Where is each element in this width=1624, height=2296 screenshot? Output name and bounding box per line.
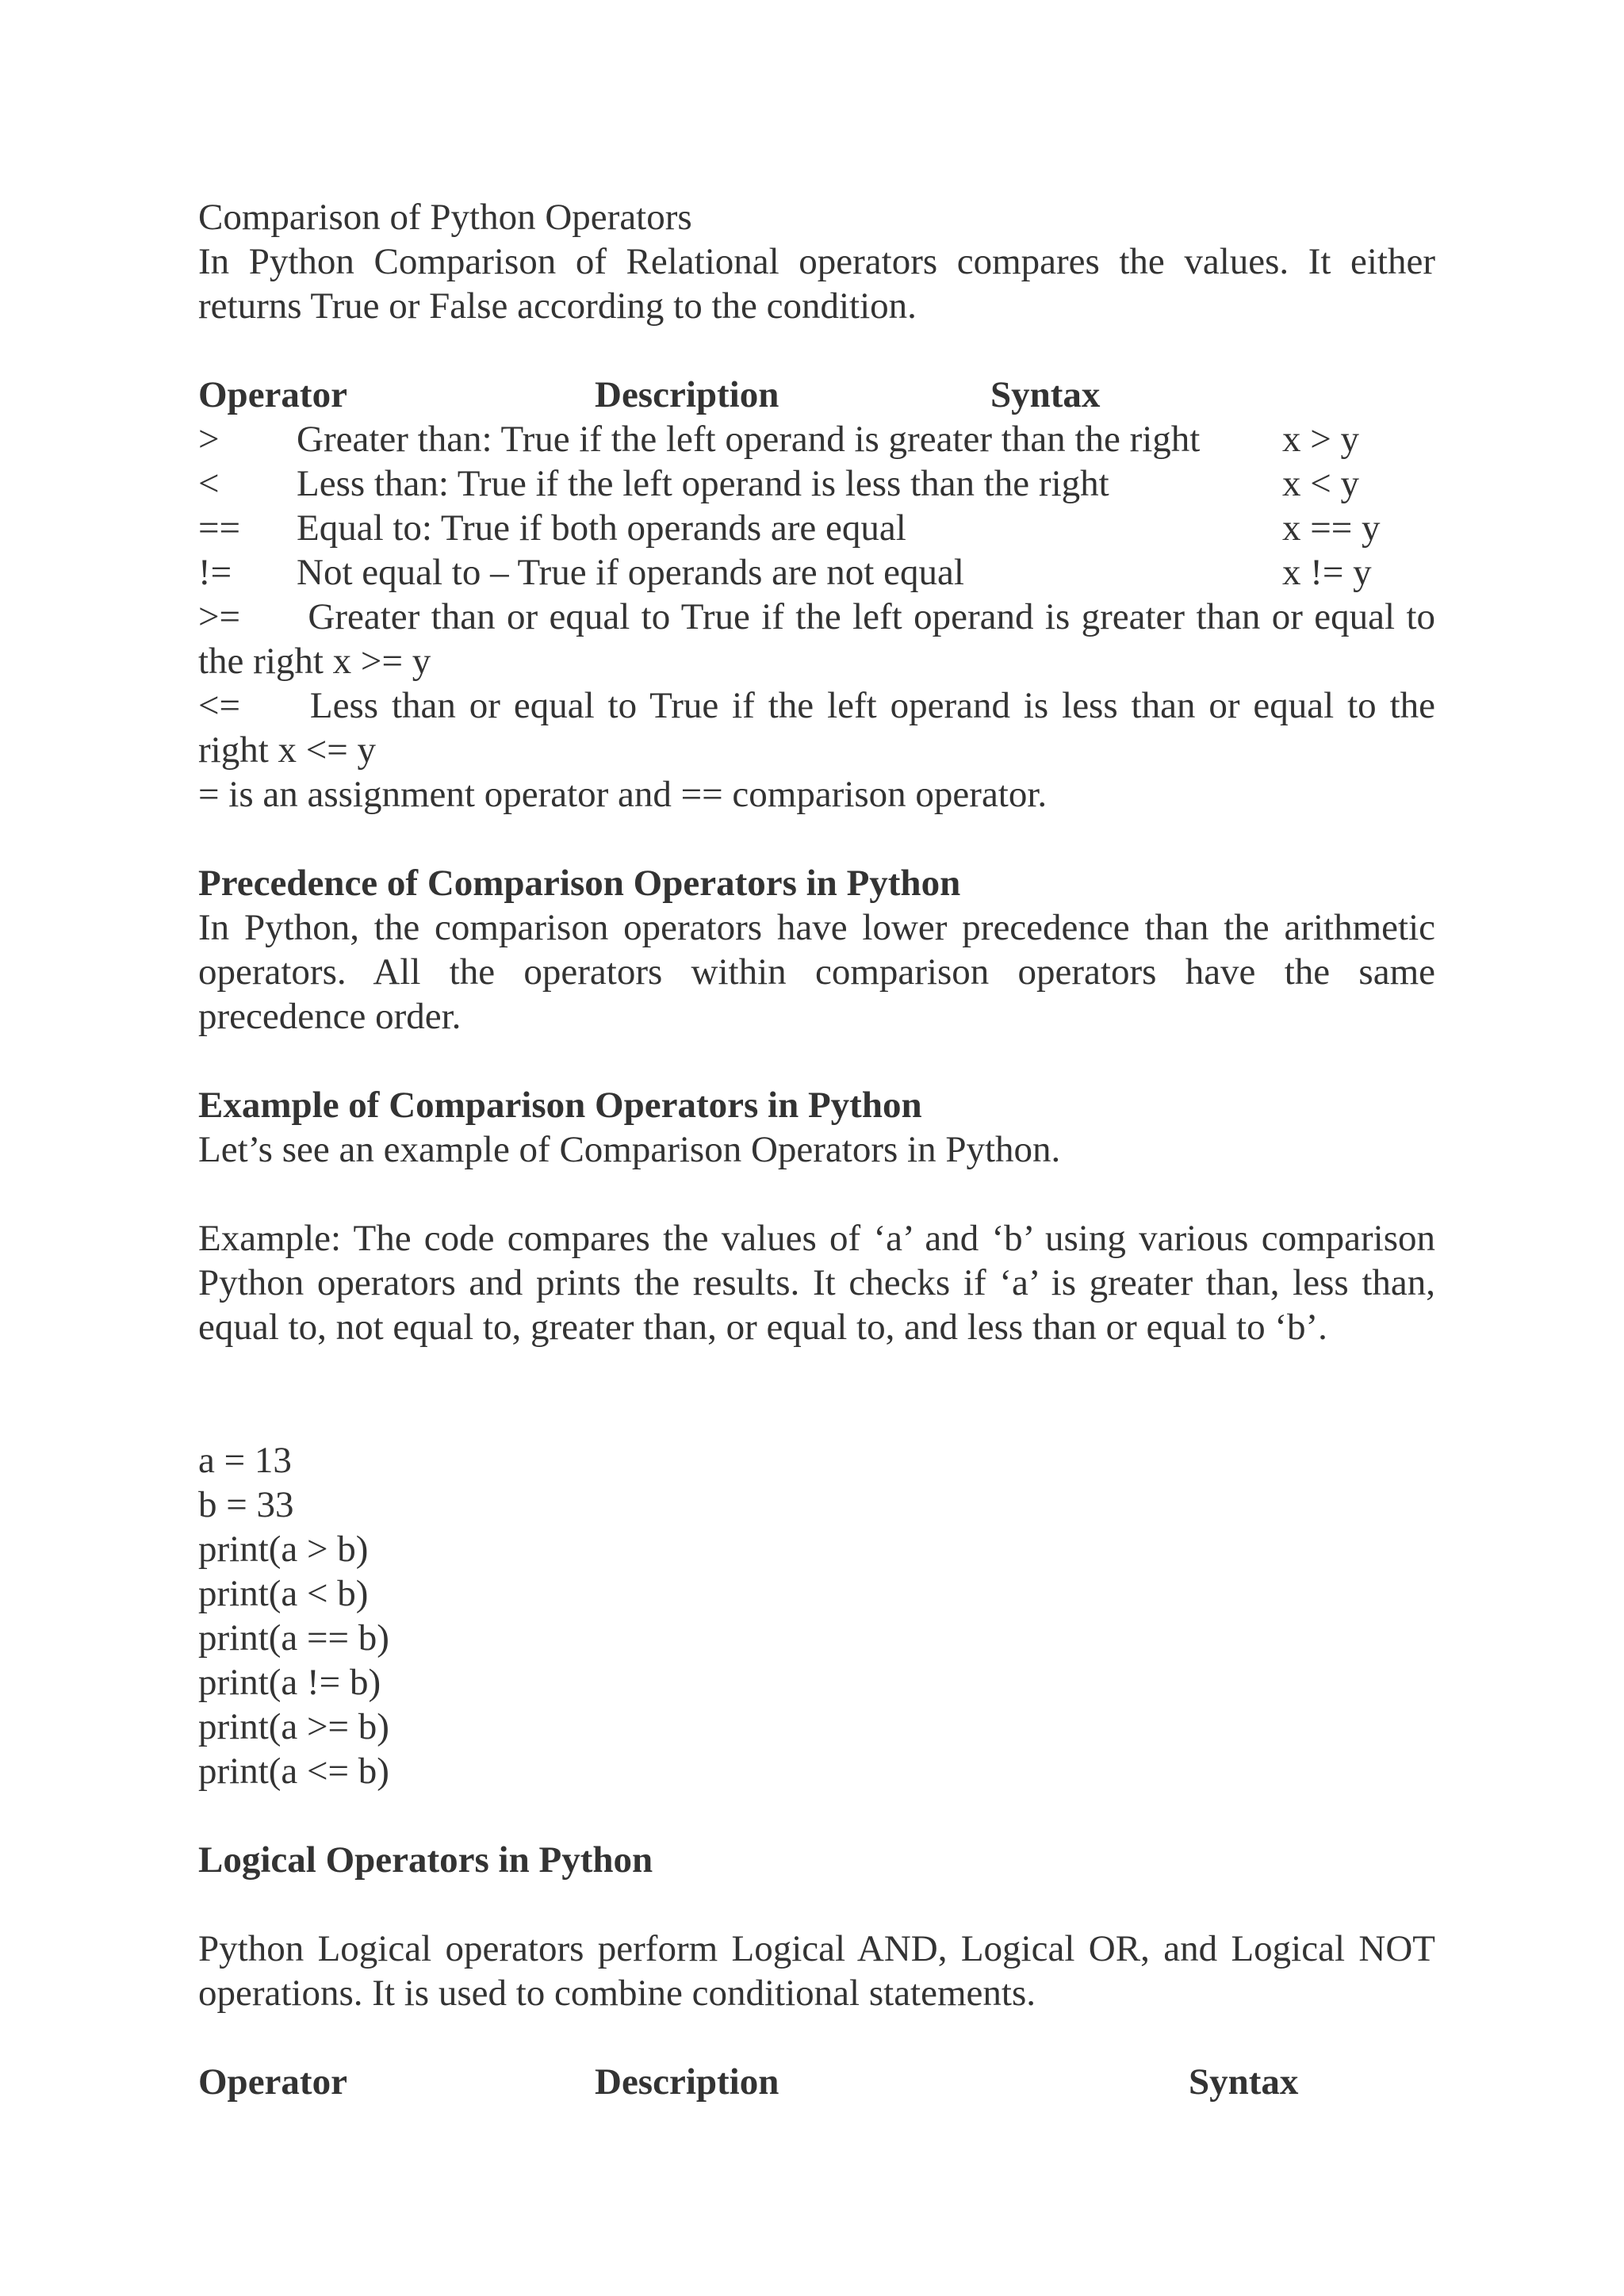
header-operator: Operator xyxy=(198,374,347,415)
operator-cell: >= xyxy=(198,596,241,637)
code-line: print(a < b) xyxy=(198,1573,369,1614)
table-row-continuation: right x <= y xyxy=(198,729,377,771)
operator-cell: < xyxy=(198,463,220,504)
syntax-cell: x < y xyxy=(1282,463,1360,504)
code-block xyxy=(198,1438,1435,1793)
header-description: Description xyxy=(595,374,779,415)
description-cell: Less than or equal to True if the left operand is less than or equal to the xyxy=(309,685,1435,726)
logical-heading: Logical Operators in Python xyxy=(198,1839,653,1881)
header-syntax: Syntax xyxy=(1189,2061,1299,2103)
operator-cell: > xyxy=(198,419,220,460)
example-description-line: equal to, not equal to, greater than, or equal to, and less than or equal to ‘b’. xyxy=(198,1307,1327,1348)
description-cell: Greater than: True if the left operand is greater than the right xyxy=(297,419,1201,460)
intro-text-line: returns True or False according to the condition. xyxy=(198,285,917,327)
code-line: a = 13 xyxy=(198,1440,292,1481)
example-text-line: Let’s see an example of Comparison Operators in Python. xyxy=(198,1129,1061,1170)
syntax-cell: x != y xyxy=(1282,552,1372,593)
document-page xyxy=(198,195,1435,2104)
syntax-cell: x > y xyxy=(1282,419,1360,460)
table-row xyxy=(198,550,1435,595)
description-cell: Less than: True if the left operand is less than the right xyxy=(297,463,1109,504)
logical-text-line: Python Logical operators perform Logical AND, Logical OR, and Logical NOT xyxy=(198,1928,1435,1969)
intro-text-line: In Python Comparison of Relational operators compares the values. It either xyxy=(198,241,1435,282)
code-line: print(a > b) xyxy=(198,1529,369,1570)
example-heading: Example of Comparison Operators in Python xyxy=(198,1085,922,1126)
logical-text-line: operations. It is used to combine conditional statements. xyxy=(198,1973,1036,2014)
table-row xyxy=(198,461,1435,506)
header-syntax: Syntax xyxy=(990,374,1101,415)
header-operator: Operator xyxy=(198,2061,347,2103)
syntax-cell: x == y xyxy=(1282,507,1381,549)
code-line: print(a != b) xyxy=(198,1662,381,1703)
precedence-text-line: precedence order. xyxy=(198,996,462,1037)
example-description-line: Example: The code compares the values of ‘a’ and ‘b’ using various comparison xyxy=(198,1218,1435,1259)
operator-cell: != xyxy=(198,552,232,593)
table-row-continuation: the right x >= y xyxy=(198,641,431,682)
precedence-text-line: In Python, the comparison operators have lower precedence than the arithmetic xyxy=(198,907,1435,948)
description-cell: Equal to: True if both operands are equal xyxy=(297,507,906,549)
code-line: print(a <= b) xyxy=(198,1751,389,1792)
operator-cell: <= xyxy=(198,685,241,726)
assignment-note: = is an assignment operator and == comparison operator. xyxy=(198,774,1048,815)
table-header xyxy=(198,373,1435,417)
code-line: print(a >= b) xyxy=(198,1706,389,1747)
table-row-wrapped xyxy=(198,595,1435,639)
header-description: Description xyxy=(595,2061,779,2103)
operator-cell: == xyxy=(198,507,241,549)
table-row xyxy=(198,506,1435,550)
table-row xyxy=(198,417,1435,461)
code-line: print(a == b) xyxy=(198,1617,389,1659)
description-cell: Not equal to – True if operands are not equal xyxy=(297,552,964,593)
example-description-line: Python operators and prints the results. It checks if ‘a’ is greater than, less than, xyxy=(198,1262,1435,1303)
table-row-wrapped xyxy=(198,683,1435,728)
description-cell: Greater than or equal to True if the left operand is greater than or equal to xyxy=(308,596,1436,637)
logical-table-header xyxy=(198,2060,1435,2104)
code-line: b = 33 xyxy=(198,1484,294,1525)
precedence-text-line: operators. All the operators within comparison operators have the same xyxy=(198,951,1435,993)
precedence-heading: Precedence of Comparison Operators in Python xyxy=(198,863,961,904)
section-title: Comparison of Python Operators xyxy=(198,197,692,238)
